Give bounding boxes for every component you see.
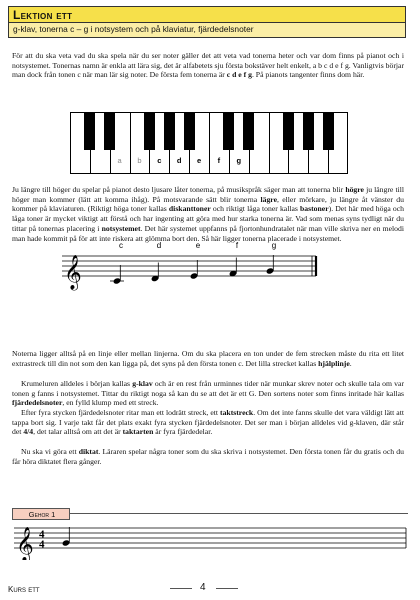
text-run: och riktigt låga toner kallas — [210, 204, 301, 214]
text-run: Krumeluren alldeles i början kallas — [21, 379, 133, 388]
dictation-staff[interactable] — [10, 520, 410, 560]
text-run: . Om det inte fanns skulle det vara väldigt lätt att tappa bort sig. I varje takt får det plats exakt fyra stycken fjärdedelsnoter. Det ser man i början alldeles vid g-klaven, där står det — [12, 408, 404, 437]
text-run: Ju längre till höger du spelar på pianot desto ljusare låter tonerna, på musikspråk säger man att tonerna blir — [12, 185, 346, 194]
black-key — [283, 112, 294, 150]
gehor-rule — [70, 513, 408, 514]
title-bar — [8, 6, 406, 23]
note-label-d: d — [156, 242, 162, 250]
bold-term: hjälplinje — [318, 358, 350, 368]
staff-svg — [62, 242, 322, 302]
key-label: b — [137, 156, 142, 165]
paragraph-ledger-line — [12, 349, 404, 368]
black-key — [184, 112, 195, 150]
paragraph-dictation — [12, 447, 404, 466]
lesson-title: Lektion ett — [13, 8, 73, 22]
bold-term: taktstreck — [220, 408, 254, 417]
text-run: ). Det här med höga och låga toner är mycket viktigt att förstå och har ingenting att göra med hur starka tonerna är. Vad som menas syns tydligt när du tittar på tonernas placering i — [12, 204, 404, 233]
text-run: ju längre till höger man kommer (lätt att komma ihåg). På motsvarande sätt blir tonerna — [12, 185, 404, 204]
bold-term: högre — [345, 185, 364, 194]
gehor-label: Gehor 1 — [28, 510, 56, 519]
bold-term: taktarten — [122, 427, 154, 437]
staff-c-to-g — [62, 242, 322, 290]
text-run: För att du ska veta vad du ska spela när du ser noter gäller det att veta vad tonerna heter och var dom finns på pianot och i notsystemet. Tonernas namn är enkla att lära sig, det är alfabetets sju första bokstäver helt enkelt, a b c d e f g. Vanligtvis börjar man dock från tonen c när man lär sig noter. De första fem tonerna är — [12, 51, 404, 80]
page-number: 4 — [200, 582, 206, 593]
black-key — [144, 112, 155, 150]
black-key — [243, 112, 254, 150]
text-run: , en fylld klump med ett streck. — [62, 398, 159, 408]
subtitle-bar — [8, 23, 406, 38]
paragraph-intro — [12, 51, 404, 80]
text-run: Noterna ligger alltså på en linje eller mellan linjerna. Om du ska placera en ton under de fem strecken måste du rita ett litet extrastreck till din not som den kan ligga på, det syns på den första tonen c. Det lilla strecket kallas — [12, 349, 404, 368]
text-run: Nu ska vi göra ett — [21, 447, 79, 456]
black-key — [84, 112, 95, 150]
key-label: a — [117, 156, 122, 165]
gehor-tab — [12, 508, 70, 520]
text-run: och är en rest från urminnes tider när munkar skrev noter och skulle tala om var tonen g fanns i notsystemet. Tittar du riktigt noga så kan du se att det är ett G. Den sortens noter som finns inritade här kallas — [12, 379, 404, 398]
text-run: . På pianots tangenter finns dom här. — [251, 70, 365, 80]
footer-rule-right — [216, 588, 238, 589]
bold-term: c d e f g — [226, 70, 252, 80]
dictation-staff-svg — [10, 520, 410, 560]
text-run: Efter fyra stycken fjärdedelsnoter ritar man ett lodrätt streck, ett — [21, 408, 221, 417]
key-label: d — [176, 156, 182, 165]
black-key — [323, 112, 334, 150]
bold-term: lägre — [260, 194, 277, 204]
time-signature-top: 4 — [39, 528, 45, 541]
text-run: . — [349, 358, 352, 368]
bold-term: 4/4 — [23, 427, 34, 437]
time-signature-bottom: 4 — [39, 538, 45, 551]
piano-keyboard — [70, 112, 348, 175]
key-label: e — [196, 156, 202, 165]
key-label: f — [217, 156, 221, 165]
paragraph-g-clef — [12, 379, 404, 408]
g-clef-icon: 𝄞 — [16, 527, 34, 560]
bold-term: g-klav — [132, 379, 153, 388]
text-run: , det talar alltså om att det är — [33, 427, 123, 437]
note-label-f: f — [235, 242, 239, 250]
note-label-e: e — [195, 242, 201, 250]
paragraph-bar-line — [12, 408, 404, 437]
black-key — [164, 112, 175, 150]
text-run: . Läraren spelar några toner som du ska skriva i notsystemet. Den första tonen får du gratis och du får höra diktatet flera gånger. — [12, 447, 404, 466]
note-label-g: g — [271, 242, 277, 250]
black-key — [223, 112, 234, 150]
lesson-header — [8, 6, 410, 42]
bold-term: fjärdedelsnoter — [12, 398, 63, 408]
footer-course: Kurs ett — [8, 585, 40, 594]
text-run: , eller mörkare, ju längre åt vänster du kommer på klaviaturen. (Riktigt höga toner kallas — [12, 194, 404, 214]
black-key — [303, 112, 314, 150]
black-key — [104, 112, 115, 150]
footer-rule-left — [170, 588, 192, 589]
text-run: är fyra fjärdedelar. — [153, 427, 213, 437]
bold-term: notsystemet — [101, 223, 141, 233]
text-run: . Det här systemet uppfanns på fjortonhundratalet när man ville skriva ner en melodi man hade kommit på för att inte riskera att glömma bort den. Så här ligger tonerna placerade i notsystemet. — [12, 223, 404, 243]
g-clef-icon: 𝄞 — [64, 255, 82, 290]
key-label: c — [157, 156, 162, 165]
bold-term: diktat — [78, 447, 99, 456]
bold-term: diskanttoner — [168, 204, 211, 214]
paragraph-high-low — [12, 185, 404, 243]
bold-term: bastoner — [300, 204, 329, 214]
key-label: g — [236, 156, 242, 165]
note-label-c: c — [119, 242, 123, 250]
lesson-subtitle: g-klav, tonerna c – g i notsystem och på klaviatur, fjärdedelsnoter — [13, 24, 254, 34]
